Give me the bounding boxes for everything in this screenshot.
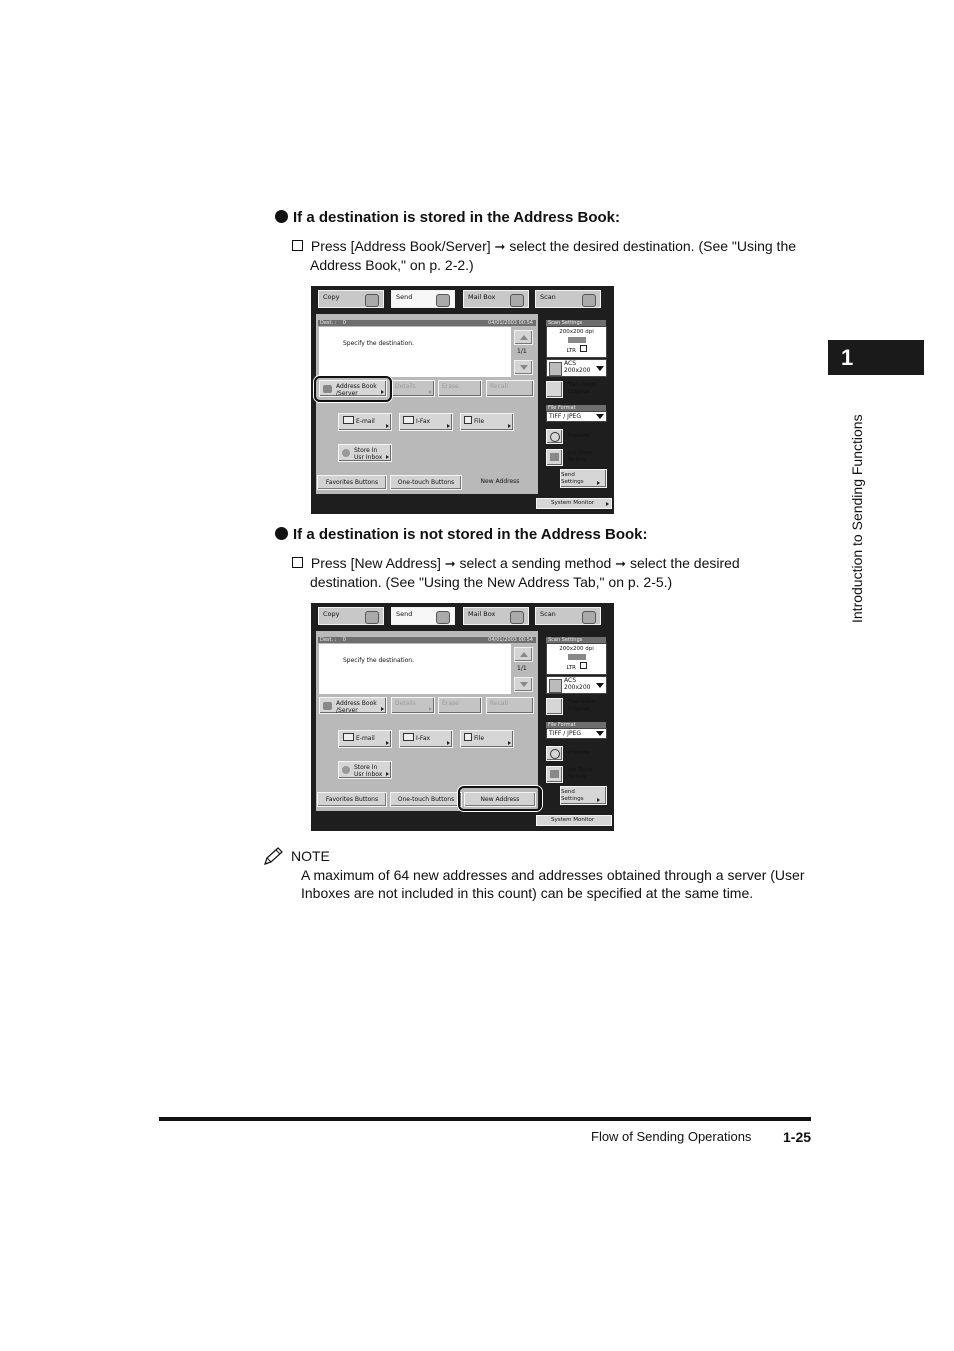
inbox-icon (342, 449, 350, 457)
copy-icon (365, 611, 379, 624)
color-mode-icon (568, 337, 586, 343)
checkbox-icon (292, 240, 303, 251)
job-done-notice-button[interactable] (546, 766, 563, 783)
file-button[interactable]: File (460, 730, 514, 748)
address-book-server-button[interactable]: Address Book /Server (319, 697, 387, 714)
tab-scan[interactable]: Scan (535, 290, 601, 308)
notice-icon (550, 770, 559, 778)
orientation-icon (580, 662, 587, 669)
tab-favorites-buttons[interactable]: Favorites Buttons (317, 475, 387, 490)
scan-icon (582, 294, 596, 307)
ifax-icon (403, 733, 414, 741)
send-settings-button[interactable]: Send Settings (560, 786, 607, 805)
tab-one-touch-buttons[interactable]: One-touch Buttons (390, 792, 462, 807)
ifax-button[interactable]: I-Fax (399, 413, 453, 431)
scroll-down-button[interactable] (514, 677, 533, 692)
chapter-title: Introduction to Sending Functions (849, 414, 865, 623)
address-book-icon (323, 702, 332, 710)
acs-icon (549, 362, 562, 376)
footer-rule (159, 1117, 811, 1121)
job-done-label: Job Done Notice (568, 767, 593, 780)
inbox-icon (342, 766, 350, 774)
copy-icon (365, 294, 379, 307)
notice-icon (550, 453, 559, 461)
tab-one-touch-buttons[interactable]: One-touch Buttons (390, 475, 462, 490)
preview-button[interactable] (546, 429, 563, 444)
screenshot-new-address (311, 603, 614, 831)
two-sided-label: Two-sided Original (568, 382, 596, 395)
screenshot-address-book (311, 286, 614, 514)
chapter-tab: 1 (828, 340, 924, 375)
arrow-icon: ➞ (444, 556, 456, 571)
color-mode-icon (568, 654, 586, 660)
dest-bar: Dest. : 0 04/01/2003 00:54 (318, 320, 536, 326)
page-indicator: 1/1 (517, 665, 527, 672)
scroll-up-button[interactable] (514, 330, 533, 345)
arrow-icon: ➞ (615, 556, 627, 571)
tab-copy[interactable]: Copy (318, 607, 384, 625)
tab-copy[interactable]: Copy (318, 290, 384, 308)
scroll-up-button[interactable] (514, 647, 533, 662)
store-in-user-inbox-button[interactable]: Store In Usr Inbox (338, 761, 392, 779)
file-format-label: File Format (546, 722, 606, 728)
tab-new-address[interactable]: New Address (464, 792, 536, 807)
highlight-address-book (314, 376, 392, 402)
note-text: A maximum of 64 new addresses and addresses obtained through a server (User Inboxes are not included in this count) can be specified at the same time. (301, 867, 805, 901)
instruction-not-stored: Press [New Address] ➞ select a sending method ➞ select the desired destination. (See "Using the New Address Tab," on p. 2-5.) (292, 554, 822, 591)
footer-section-title: Flow of Sending Operations (591, 1129, 752, 1144)
details-button[interactable]: Details (391, 697, 435, 714)
highlight-new-address (458, 786, 542, 811)
address-book-server-button[interactable]: Address Book /Server (319, 380, 387, 397)
up-arrow-icon (520, 335, 528, 340)
send-icon (436, 294, 450, 307)
email-icon (343, 416, 354, 424)
magnifier-icon (550, 749, 560, 759)
system-monitor-button[interactable]: System Monitor (536, 498, 612, 509)
two-sided-label: Two-sided Original (568, 699, 596, 712)
file-icon (464, 416, 472, 424)
down-arrow-icon (520, 365, 528, 370)
density-dropdown[interactable]: ACS 200x200 (546, 359, 607, 377)
density-dropdown[interactable]: ACS 200x200 (546, 676, 607, 694)
tab-scan[interactable]: Scan (535, 607, 601, 625)
system-monitor-button[interactable]: System Monitor (536, 815, 612, 826)
tab-send[interactable]: Send (391, 290, 455, 308)
recall-button[interactable]: Recall (486, 697, 534, 714)
note-label: NOTE (291, 848, 330, 864)
message-box: Specify the destination. (319, 644, 511, 694)
preview-button[interactable] (546, 746, 563, 761)
scan-settings-box[interactable]: 200x200 dpi LTR (546, 326, 607, 358)
send-settings-button[interactable]: Send Settings (560, 469, 607, 488)
checkbox-icon (292, 557, 303, 568)
two-sided-original-button[interactable] (546, 381, 563, 398)
recall-button[interactable]: Recall (486, 380, 534, 397)
message-box: Specify the destination. (319, 327, 511, 377)
file-icon (464, 733, 472, 741)
page-indicator: 1/1 (517, 348, 527, 355)
section-heading-not-stored: If a destination is not stored in the Address Book: (275, 526, 647, 543)
send-icon (436, 611, 450, 624)
scan-icon (582, 611, 596, 624)
dest-bar: Dest. : 0 04/01/2003 00:54 (318, 637, 536, 643)
file-button[interactable]: File (460, 413, 514, 431)
email-icon (343, 733, 354, 741)
instruction-stored: Press [Address Book/Server] ➞ select the desired destination. (See "Using the Address Book," on p. 2-2.) (292, 237, 822, 274)
tab-mail-box[interactable]: Mail Box (463, 290, 529, 308)
arrow-icon: ➞ (494, 239, 506, 254)
erase-button[interactable]: Erase (438, 380, 482, 397)
scroll-down-button[interactable] (514, 360, 533, 375)
mailbox-icon (510, 294, 524, 307)
section-heading-stored: If a destination is stored in the Address Book: (275, 209, 620, 226)
magnifier-icon (550, 432, 560, 442)
up-arrow-icon (520, 652, 528, 657)
tab-favorites-buttons[interactable]: Favorites Buttons (317, 792, 387, 807)
tab-mail-box[interactable]: Mail Box (463, 607, 529, 625)
file-format-label: File Format (546, 405, 606, 411)
ifax-icon (403, 416, 414, 424)
details-button[interactable]: Details (391, 380, 435, 397)
acs-icon (549, 679, 562, 693)
bullet-icon (275, 210, 288, 223)
job-done-label: Job Done Notice (568, 450, 593, 463)
scan-settings-label: Scan Settings (546, 320, 606, 326)
email-button[interactable]: E-mail (338, 730, 392, 748)
down-arrow-icon (520, 682, 528, 687)
email-button[interactable]: E-mail (338, 413, 392, 431)
bullet-icon (275, 527, 288, 540)
pencil-icon (263, 846, 285, 866)
scan-settings-box[interactable]: 200x200 dpi LTR (546, 643, 607, 675)
file-format-dropdown[interactable]: TIFF / JPEG (546, 411, 607, 422)
orientation-icon (580, 345, 587, 352)
store-in-user-inbox-button[interactable]: Store In Usr Inbox (338, 444, 392, 462)
erase-button[interactable]: Erase (438, 697, 482, 714)
preview-label: Preview (568, 433, 590, 439)
footer-page-number: 1-25 (783, 1129, 812, 1145)
mailbox-icon (510, 611, 524, 624)
tab-send[interactable]: Send (391, 607, 455, 625)
preview-label: Preview (568, 750, 590, 756)
scan-settings-label: Scan Settings (546, 637, 606, 643)
job-done-notice-button[interactable] (546, 449, 563, 466)
two-sided-original-button[interactable] (546, 698, 563, 715)
ifax-button[interactable]: I-Fax (399, 730, 453, 748)
tab-new-address[interactable]: New Address (464, 475, 536, 490)
file-format-dropdown[interactable]: TIFF / JPEG (546, 728, 607, 739)
